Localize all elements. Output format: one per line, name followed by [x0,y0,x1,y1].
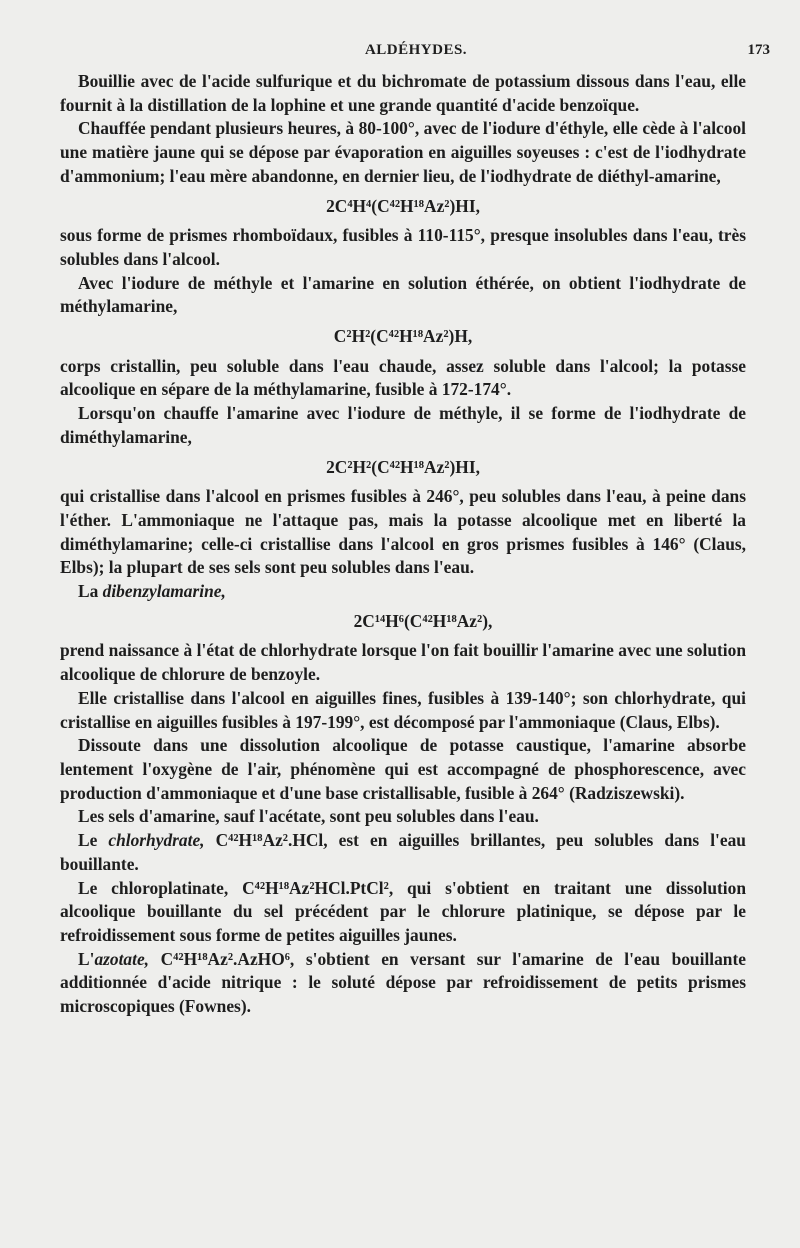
formula: 2C²H²(C⁴²H¹⁸Az²)HI, [326,456,480,477]
paragraph: Avec l'iodure de méthyle et l'amarine en solution éthérée, on obtient l'iodhydrate de méthylamarine, [60,272,746,317]
paragraph: sous forme de prismes rhomboïdaux, fusibles à 110-115°, presque insolubles dans l'eau, très solubles dans l'alcool. [60,225,746,269]
page-number: 173 [747,42,770,58]
page-header [62,42,770,68]
formula: 2C⁴H⁴(C⁴²H¹⁸Az²)HI, [326,195,480,216]
paragraph: Les sels d'amarine, sauf l'acétate, sont peu solubles dans l'eau. [78,806,539,827]
paragraph-lead: Le [78,830,98,851]
paragraph: prend naissance à l'état de chlorhydrate lorsque l'on fait bouillir l'amarine avec une solution alcoolique de chlorure de benzoyle. [60,640,746,685]
formula: 2C¹⁴H⁶(C⁴²H¹⁸Az²), [353,610,493,631]
paragraph: Le chloroplatinate, C⁴²H¹⁸Az²HCl.PtCl², qui s'obtient en traitant une dissolution alcoolique bouillante du sel précédent par le chlorure platinique, se dépose par le refroidissement sous forme de petites aiguilles jaunes. [60,877,746,945]
paragraph-with-italic [60,829,746,876]
paragraph-with-italic [60,948,746,1019]
formula: C²H²(C⁴²H¹⁸Az²)H, [333,326,473,347]
paragraph: Lorsqu'on chauffe l'amarine avec l'iodure de méthyle, il se forme de l'iodhydrate de diméthylamarine, [60,403,746,447]
italic-term: dibenzylamarine, [102,581,226,602]
paragraph: qui cristallise dans l'alcool en prismes fusibles à 246°, peu solubles dans l'eau, à peine dans l'éther. L'ammoniaque ne l'attaque pas, mais la potasse alcoolique met en liberté la diméthylamarine; celle-ci cristallise dans l'alcool en gros prismes fusibles à 146° (Claus, Elbs); la plupart de ses sels sont peu solubles dans l'eau. [60,486,746,578]
paragraph-rest: C⁴²H¹⁸Az².HCl, est en aiguilles brillantes, peu solubles dans l'eau bouillante. [60,830,746,874]
paragraph: corps cristallin, peu soluble dans l'eau chaude, assez soluble dans l'alcool; la potasse alcoolique en sépare de la méthylamarine, fusible à 172-174°. [60,355,746,400]
paragraph-lead: La [78,581,99,602]
paragraph: Dissoute dans une dissolution alcoolique de potasse caustique, l'amarine absorbe lentement l'oxygène de l'air, phénomène qui est accompagné de phosphorescence, avec production d'ammoniaque et d'une base cristallisable, fusible à 264° (Radziszewski). [60,735,746,803]
paragraph-lead: L' [78,948,95,969]
body-text [60,70,746,1019]
paragraph: Chauffée pendant plusieurs heures, à 80-100°, avec de l'iodure d'éthyle, elle cède à l'alcool une matière jaune qui se dépose par évaporation en aiguilles soyeuses : c'est de l'iodhydrate d'ammonium; l'eau mère abandonne, en dernier lieu, de l'iodhydrate de diéthyl-amarine, [60,118,746,186]
running-title: ALDÉHYDES. [364,42,468,58]
italic-term: azotate, [94,948,150,969]
italic-term: chlorhydrate, [108,830,205,851]
paragraph-rest: C⁴²H¹⁸Az².AzHO⁶, s'obtient en versant sur l'amarine de l'eau bouillante additionnée d'acide nitrique : le soluté dépose par refroidissement de petits prismes microscopiques (Fownes). [60,948,746,1017]
paragraph: Bouillie avec de l'acide sulfurique et du bichromate de potassium dissous dans l'eau, elle fournit à la distillation de la lophine et une grande quantité d'acide benzoïque. [60,71,746,115]
paragraph-with-italic [60,580,746,604]
paragraph: Elle cristallise dans l'alcool en aiguilles fines, fusibles à 139-140°; son chlorhydrate, qui cristallise en aiguilles fusibles à 197-199°, est décomposé par l'ammoniaque (Claus, Elbs). [60,687,746,732]
